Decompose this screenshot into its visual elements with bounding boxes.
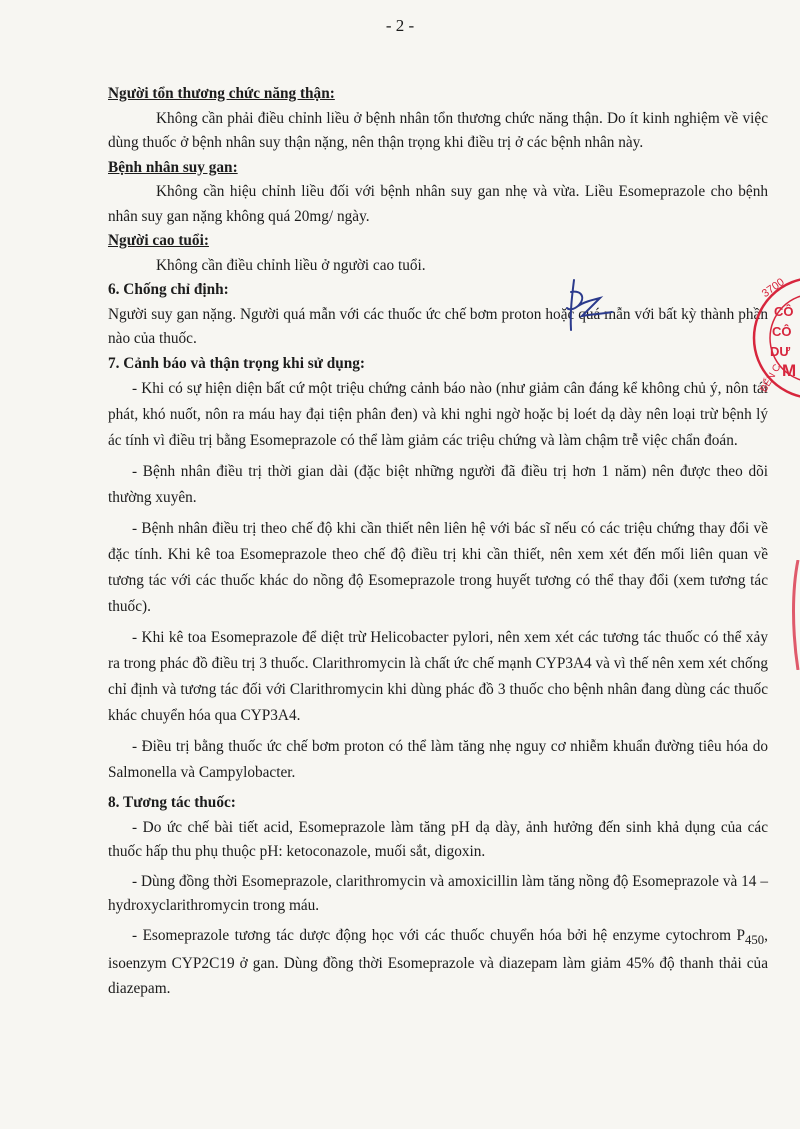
warning-item: - Điều trị bằng thuốc ức chế bơm proton có thể làm tăng nhẹ nguy cơ nhiễm khuẩn đường tiêu hóa do Salmonella và Campylobacter. bbox=[108, 738, 768, 781]
section6-title: 6. Chống chỉ định: bbox=[108, 281, 229, 298]
liver-section bbox=[108, 156, 768, 230]
kidney-title: Người tổn thương chức năng thận: bbox=[108, 85, 335, 102]
official-stamp bbox=[752, 268, 800, 408]
warning-item: - Khi có sự hiện diện bất cứ một triệu chứng cảnh báo nào (như giảm cân đáng kể không chủ ý, nôn tái phát, khó nuốt, nôn ra máu hay đại tiện phân đen) và khi nghi ngờ hoặc bị loét dạ dày nên loại trừ bệnh lý ác tính vì điều trị bằng Esomeprazole có thể làm giảm các triệu chứng và làm chậm trễ việc chẩn đoán. bbox=[108, 380, 768, 449]
p450-subscript: 450 bbox=[745, 932, 765, 947]
liver-title: Bệnh nhân suy gan: bbox=[108, 158, 238, 176]
kidney-section bbox=[108, 82, 768, 156]
elderly-title: Người cao tuổi: bbox=[108, 232, 209, 249]
interactions-section bbox=[108, 791, 768, 1001]
elderly-text: Không cần điều chỉnh liều ở người cao tuổi. bbox=[156, 256, 426, 274]
section7-title: 7. Cảnh báo và thận trọng khi sử dụng: bbox=[108, 354, 365, 372]
stamp-text: CÔ bbox=[774, 304, 794, 319]
interaction-text-before: - Esomeprazole tương tác dược động học với các thuốc chuyển hóa bởi hệ enzyme cytochrom P bbox=[132, 926, 746, 944]
section6-text: Người suy gan nặng. Người quá mẫn với các thuốc ức chế bơm proton hoặc quá mẫn với bất kỳ thành phần nào của thuốc. bbox=[108, 305, 768, 347]
interaction-text-after: , isoenzym CYP2C19 ở gan. Dùng đồng thời Esomeprazole và diazepam làm giảm 45% độ thanh thải của diazepam. bbox=[108, 926, 768, 997]
warning-item: - Bệnh nhân điều trị theo chế độ khi cần thiết nên liên hệ với bác sĩ nếu có các triệu chứng thay đổi về đặc tính. Khi kê toa Esomeprazole theo chế độ điều trị khi cần thiết, nên xem xét đến mối liên quan về tương tác với các thuốc khác do nồng độ Esomeprazole trong huyết tương có thể thay đổi (xem tương tác thuốc). bbox=[108, 520, 768, 615]
interaction-item: - Dùng đồng thời Esomeprazole, clarithromycin và amoxicillin làm tăng nồng độ Esomeprazole và 14 – hydroxyclarithromycin trong máu. bbox=[108, 872, 768, 914]
warning-item: - Bệnh nhân điều trị thời gian dài (đặc biệt những người đã điều trị hơn 1 năm) nên được theo dõi thường xuyên. bbox=[108, 463, 768, 506]
stamp-edge-stroke bbox=[794, 560, 799, 670]
stamp-text: 3700 bbox=[759, 276, 787, 301]
document-body bbox=[108, 82, 768, 1006]
kidney-text: Không cần phải điều chỉnh liều ở bệnh nhân tổn thương chức năng thận. Do ít kinh nghiệm về việc dùng thuốc ở bệnh nhân suy thận nặng, nên thận trọng khi điều trị ở các bệnh nhân này. bbox=[108, 109, 768, 151]
stamp-text: DƯ bbox=[770, 344, 791, 359]
page-number: - 2 - bbox=[385, 16, 415, 35]
interaction-item bbox=[108, 924, 768, 1002]
warnings-section bbox=[108, 352, 768, 787]
signature-stroke bbox=[567, 280, 612, 330]
stamp-text: M bbox=[782, 361, 797, 380]
warning-item: - Khi kê toa Esomeprazole để diệt trừ Helicobacter pylori, nên xem xét các tương tác thuốc có thể xảy ra trong phác đồ điều trị 3 thuốc. Clarithromycin là chất ức chế mạnh CYP3A4 và vì thế nên xem xét chống chỉ định và tương tác đối với Clarithromycin khi dùng phác đồ 3 thuốc cho bệnh nhân đang dùng các thuốc khác chuyển hóa qua CYP3A4. bbox=[108, 629, 768, 724]
stamp-text: CÔ bbox=[772, 324, 792, 339]
elderly-section bbox=[108, 229, 768, 278]
liver-text: Không cần hiệu chỉnh liều đối với bệnh nhân suy gan nhẹ và vừa. Liều Esomeprazole cho bệnh nhân suy gan nặng không quá 20mg/ ngày. bbox=[108, 183, 768, 225]
section8-title: 8. Tương tác thuốc: bbox=[108, 794, 236, 811]
signature bbox=[560, 272, 620, 336]
stamp-text: BẾN C bbox=[758, 362, 784, 395]
contraindication-section bbox=[108, 278, 768, 352]
stamp-edge-fragment bbox=[788, 560, 800, 670]
interaction-item: - Do ức chế bài tiết acid, Esomeprazole làm tăng pH dạ dày, ảnh hưởng đến sinh khả dụng của các thuốc hấp thu phụ thuộc pH: ketoconazole, muối sắt, digoxin. bbox=[108, 818, 768, 860]
